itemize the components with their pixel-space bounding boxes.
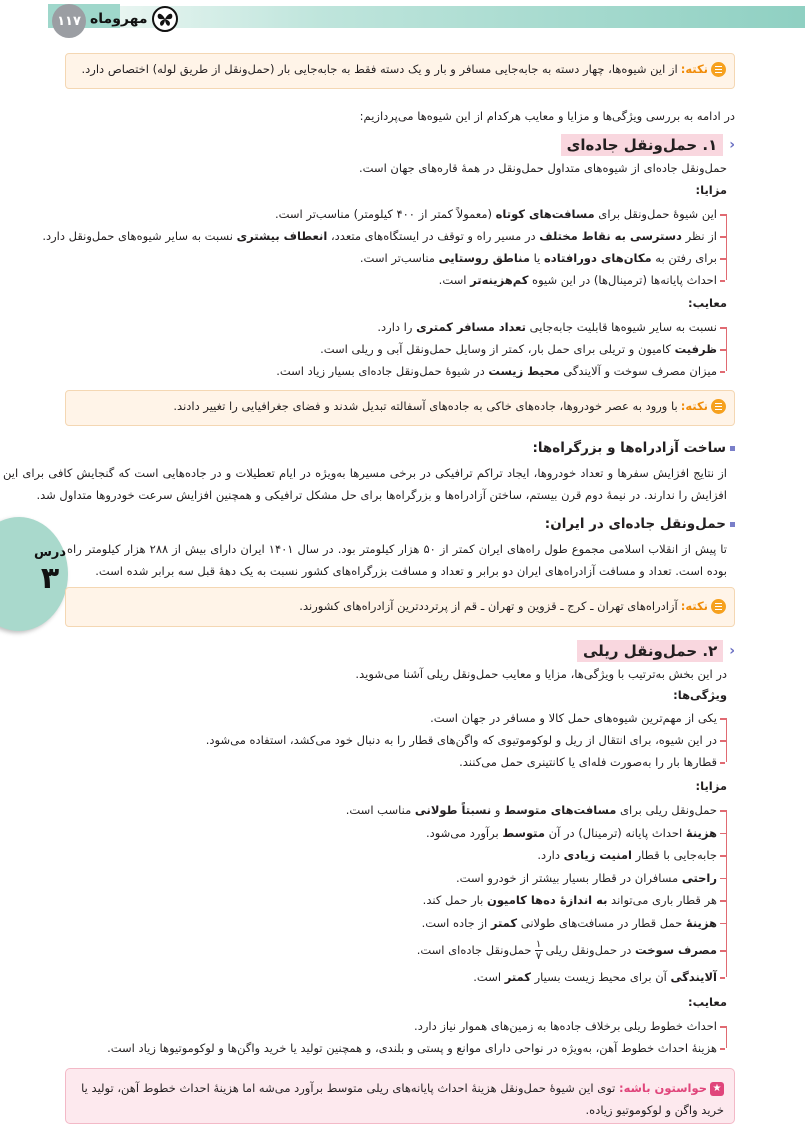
section-title-text: ۱. حمل‌ونقل جاده‌ای xyxy=(561,134,724,156)
rail-features-list xyxy=(206,707,727,773)
road-disadvantages-list xyxy=(276,316,727,382)
list-text: در مسیر راه و توقف در ایستگاه‌های متعدد، xyxy=(327,229,540,243)
chevron-left-icon: ‹ xyxy=(729,643,735,659)
rail-features-label: ویژگی‌ها: xyxy=(673,688,727,702)
list-text: مناسب است. xyxy=(345,803,415,817)
list-bold: کم‌هزینه‌تر xyxy=(470,273,529,287)
note-text: آزادراه‌های تهران ـ کرج ـ قزوین و تهران ـ قم از پرترددترین آزادراه‌های کشورند. xyxy=(299,599,678,613)
freeways-text: از نتایج افزایش سفرها و تعداد خودروها، ایجاد تراکم ترافیکی در برخی مسیرها به‌ویژه در ایام تعطیلات و در جاده‌هایی است که گنجایش کافی برای این افزایش را ندارند. در نیمهٔ دوم قرن بیستم، ساختن آزادراه‌ها و بزرگراه‌ها برای حل مشکل ترافیکی و همچنین افزایش سرعت خودروها متداول شد. xyxy=(3,466,727,502)
list-text: کامیون و تریلی برای حمل بار، کمتر از وسایل حمل‌ونقل آبی و ریلی است. xyxy=(320,342,675,356)
note-label: نکته: xyxy=(680,62,708,76)
note-box xyxy=(65,53,735,89)
road-disadvantages-label: معایب: xyxy=(687,296,727,310)
list-item xyxy=(346,822,726,845)
list-item xyxy=(346,912,726,935)
list-bold: راحتی xyxy=(681,870,717,885)
list-text: (معمولاً کمتر از ۴۰۰ کیلومتر) مناسب‌تر است. xyxy=(274,207,496,221)
note-label: نکته: xyxy=(680,599,708,613)
fraction xyxy=(535,939,543,962)
list-text: دارد. xyxy=(537,848,564,862)
list-item xyxy=(346,799,726,822)
list-text: جابه‌جایی با قطار xyxy=(631,848,717,862)
list-text: میزان مصرف سوخت و آلایندگی xyxy=(559,364,717,378)
note-box xyxy=(65,587,735,627)
list-text: از نظر xyxy=(681,229,717,243)
list-bold: مصرف سوخت xyxy=(635,943,717,957)
list-bold: دسترسی به نقاط مختلف xyxy=(539,229,682,243)
list-text: است. xyxy=(473,970,505,984)
list-text: برای رفتن به xyxy=(651,251,717,265)
iran-roads-title-text: حمل‌ونقل جاده‌ای در ایران: xyxy=(544,516,726,532)
list-text: حمل‌ونقل ریلی برای xyxy=(616,803,717,817)
list-bold: مسافت‌های متوسط xyxy=(504,803,617,817)
note-text: با ورود به عصر خودروها، جاده‌های خاکی به جاده‌های آسفالته تبدیل شدند و فضای جغرافیایی را تغییر دادند. xyxy=(173,399,678,413)
speech-bubble-icon xyxy=(711,62,726,77)
list-text: احداث پایانه (ترمینال) در آن xyxy=(545,825,686,840)
list-item xyxy=(276,360,726,382)
note-box xyxy=(65,390,735,426)
list-item xyxy=(276,338,726,360)
butterfly-logo-icon xyxy=(152,6,178,32)
list-text: بار حمل کند. xyxy=(422,893,487,907)
list-text: حمل قطار در مسافت‌های طولانی xyxy=(517,915,686,930)
list-bold: مکان‌های دورافتاده xyxy=(544,251,652,265)
list-bold: هزینهٔ xyxy=(685,915,717,930)
page-number: ۱۱۷ xyxy=(52,4,86,38)
list-bold: انعطاف بیشتری xyxy=(236,229,328,243)
list-item xyxy=(346,867,726,890)
list-item: احداث خطوط ریلی برخلاف جاده‌ها به زمین‌های هموار نیاز دارد. xyxy=(107,1015,726,1037)
square-bullet-icon xyxy=(730,522,735,527)
section-title-text: ۲. حمل‌ونقل ریلی xyxy=(577,640,723,662)
list-item: هزینهٔ احداث خطوط آهن، به‌ویژه در نواحی دارای موانع و پستی و بلندی، و همچنین تولید یا خرید واگن‌ها و لوکوموتیوها زیاد است. xyxy=(107,1037,726,1059)
list-item xyxy=(42,269,726,291)
freeways-title-text: ساخت آزادراه‌ها و بزرگراه‌ها: xyxy=(532,440,726,456)
section-title-road xyxy=(561,134,735,156)
list-item xyxy=(346,889,726,912)
rail-description: در این بخش به‌ترتیب با ویژگی‌ها، مزایا و معایب حمل‌ونقل ریلی آشنا می‌شوید. xyxy=(355,667,727,681)
list-text: برآورد می‌شود. xyxy=(425,825,503,840)
lesson-label: درس xyxy=(33,545,67,560)
brand-name: مهروماه xyxy=(90,11,148,27)
tip-label: حواستون باشه: xyxy=(619,1081,707,1095)
rail-disadvantages-list xyxy=(107,1015,727,1059)
list-item: یکی از مهم‌ترین شیوه‌های حمل کالا و مسافر در جهان است. xyxy=(206,707,726,729)
list-text: حمل‌ونقل جاده‌ای است. xyxy=(416,943,532,957)
iran-roads-title xyxy=(545,516,735,532)
list-item xyxy=(346,934,726,966)
list-item: در این شیوه، برای انتقال از ریل و لوکوموتیوی که واگن‌های قطار را به دنبال خود می‌کشد، استفاده می‌شود. xyxy=(206,729,726,751)
list-text: از جاده است. xyxy=(421,915,491,930)
speech-bubble-icon xyxy=(711,599,726,614)
iran-roads-text: تا پیش از انقلاب اسلامی مجموع طول راه‌های ایران کمتر از ۵۰ هزار کیلومتر بود. در سال ۱۴۰۱ ایران دارای بیش از ۲۸۸ هزار کیلومتر راه بوده است. تعداد و مسافت آزادراه‌های ایران دو برابر و تعداد و مسافت بزرگراه‌های کشور نسبت به یک دههٔ قبل سه برابر شده است. xyxy=(67,542,727,578)
fraction-numerator: ۱ xyxy=(535,939,542,950)
list-text: نسبت به سایر شیوه‌های حمل‌ونقل دارد. xyxy=(42,229,237,243)
list-text: در شیوهٔ حمل‌ونقل جاده‌ای بسیار زیاد است. xyxy=(276,364,489,378)
list-bold: ظرفیت xyxy=(674,342,717,356)
list-text: در حمل‌ونقل ریلی xyxy=(545,943,636,957)
list-text: و xyxy=(491,803,505,817)
rail-advantages-label: مزایا: xyxy=(695,779,727,793)
list-item: قطارها بار را به‌صورت فله‌ای یا کانتینری حمل می‌کنند. xyxy=(206,751,726,773)
list-item xyxy=(346,966,726,989)
list-bold: مسافت‌های کوتاه xyxy=(495,207,595,221)
road-advantages-list xyxy=(42,203,727,291)
list-bold: نسبتاً طولانی xyxy=(414,803,492,817)
tip-text: توی این شیوهٔ حمل‌ونقل هزینهٔ احداث پایانه‌های ریلی متوسط برآورد می‌شه اما هزینهٔ احداث خطوط آهن، تولید یا خرید واگن و لوکوموتیو زیاده. xyxy=(81,1081,724,1117)
list-text: نسبت به سایر شیوه‌ها قابلیت جابه‌جایی xyxy=(526,320,717,334)
list-bold: آلایندگی xyxy=(670,970,717,984)
list-text: مناسب‌تر است. xyxy=(359,251,439,265)
header-band xyxy=(110,6,805,28)
list-item xyxy=(42,225,726,247)
list-item xyxy=(42,203,726,225)
section-title-rail xyxy=(577,640,735,662)
list-text: آن برای محیط زیست بسیار xyxy=(530,970,671,984)
list-bold: به اندازهٔ ده‌ها کامیون xyxy=(487,893,608,907)
list-bold: امنیت زیادی xyxy=(563,848,632,862)
list-text: احداث پایانه‌ها (ترمینال‌ها) در این شیوه xyxy=(528,273,717,287)
list-bold: مناطق روستایی xyxy=(438,251,530,265)
note-label: نکته: xyxy=(680,399,708,413)
list-bold: متوسط xyxy=(502,825,545,840)
list-text: است. xyxy=(438,273,471,287)
intro-text: در ادامه به بررسی ویژگی‌ها و مزایا و معایب هرکدام از این شیوه‌ها می‌پردازیم: xyxy=(359,109,735,123)
road-description: حمل‌ونقل جاده‌ای از شیوه‌های متداول حمل‌ونقل در همهٔ قاره‌های جهان است. xyxy=(358,161,727,175)
list-bold: کمتر xyxy=(504,970,531,984)
list-item xyxy=(276,316,726,338)
lesson-number: ۳ xyxy=(40,561,60,596)
fraction-denominator: ۷ xyxy=(535,951,542,962)
list-bold: تعداد مسافر کمتری xyxy=(416,320,526,334)
list-item xyxy=(346,844,726,867)
list-bold: هزینهٔ xyxy=(685,825,717,840)
star-icon: ★ xyxy=(710,1082,724,1096)
list-text: مسافران در قطار بسیار بیشتر از خودرو است. xyxy=(455,870,682,885)
list-item xyxy=(42,247,726,269)
list-text: این شیوهٔ حمل‌ونقل برای xyxy=(594,207,717,221)
square-bullet-icon xyxy=(730,446,735,451)
tip-box xyxy=(65,1068,735,1124)
rail-disadvantages-label: معایب: xyxy=(687,995,727,1009)
list-text: یا xyxy=(530,251,545,265)
list-bold: محیط زیست xyxy=(488,364,560,378)
chevron-left-icon: ‹ xyxy=(729,137,735,153)
brand xyxy=(90,6,178,32)
road-advantages-label: مزایا: xyxy=(695,183,727,197)
list-bold: کمتر xyxy=(490,915,518,930)
list-text: را دارد. xyxy=(377,320,417,334)
list-text: هر قطار باری می‌تواند xyxy=(607,893,717,907)
speech-bubble-icon xyxy=(711,399,726,414)
note-text: از این شیوه‌ها، چهار دسته به جابه‌جایی مسافر و بار و یک دسته فقط به جابه‌جایی بار (حمل‌ونقل از طریق لوله) اختصاص دارد. xyxy=(81,62,678,76)
rail-advantages-list xyxy=(346,799,727,989)
freeways-title xyxy=(532,440,735,456)
